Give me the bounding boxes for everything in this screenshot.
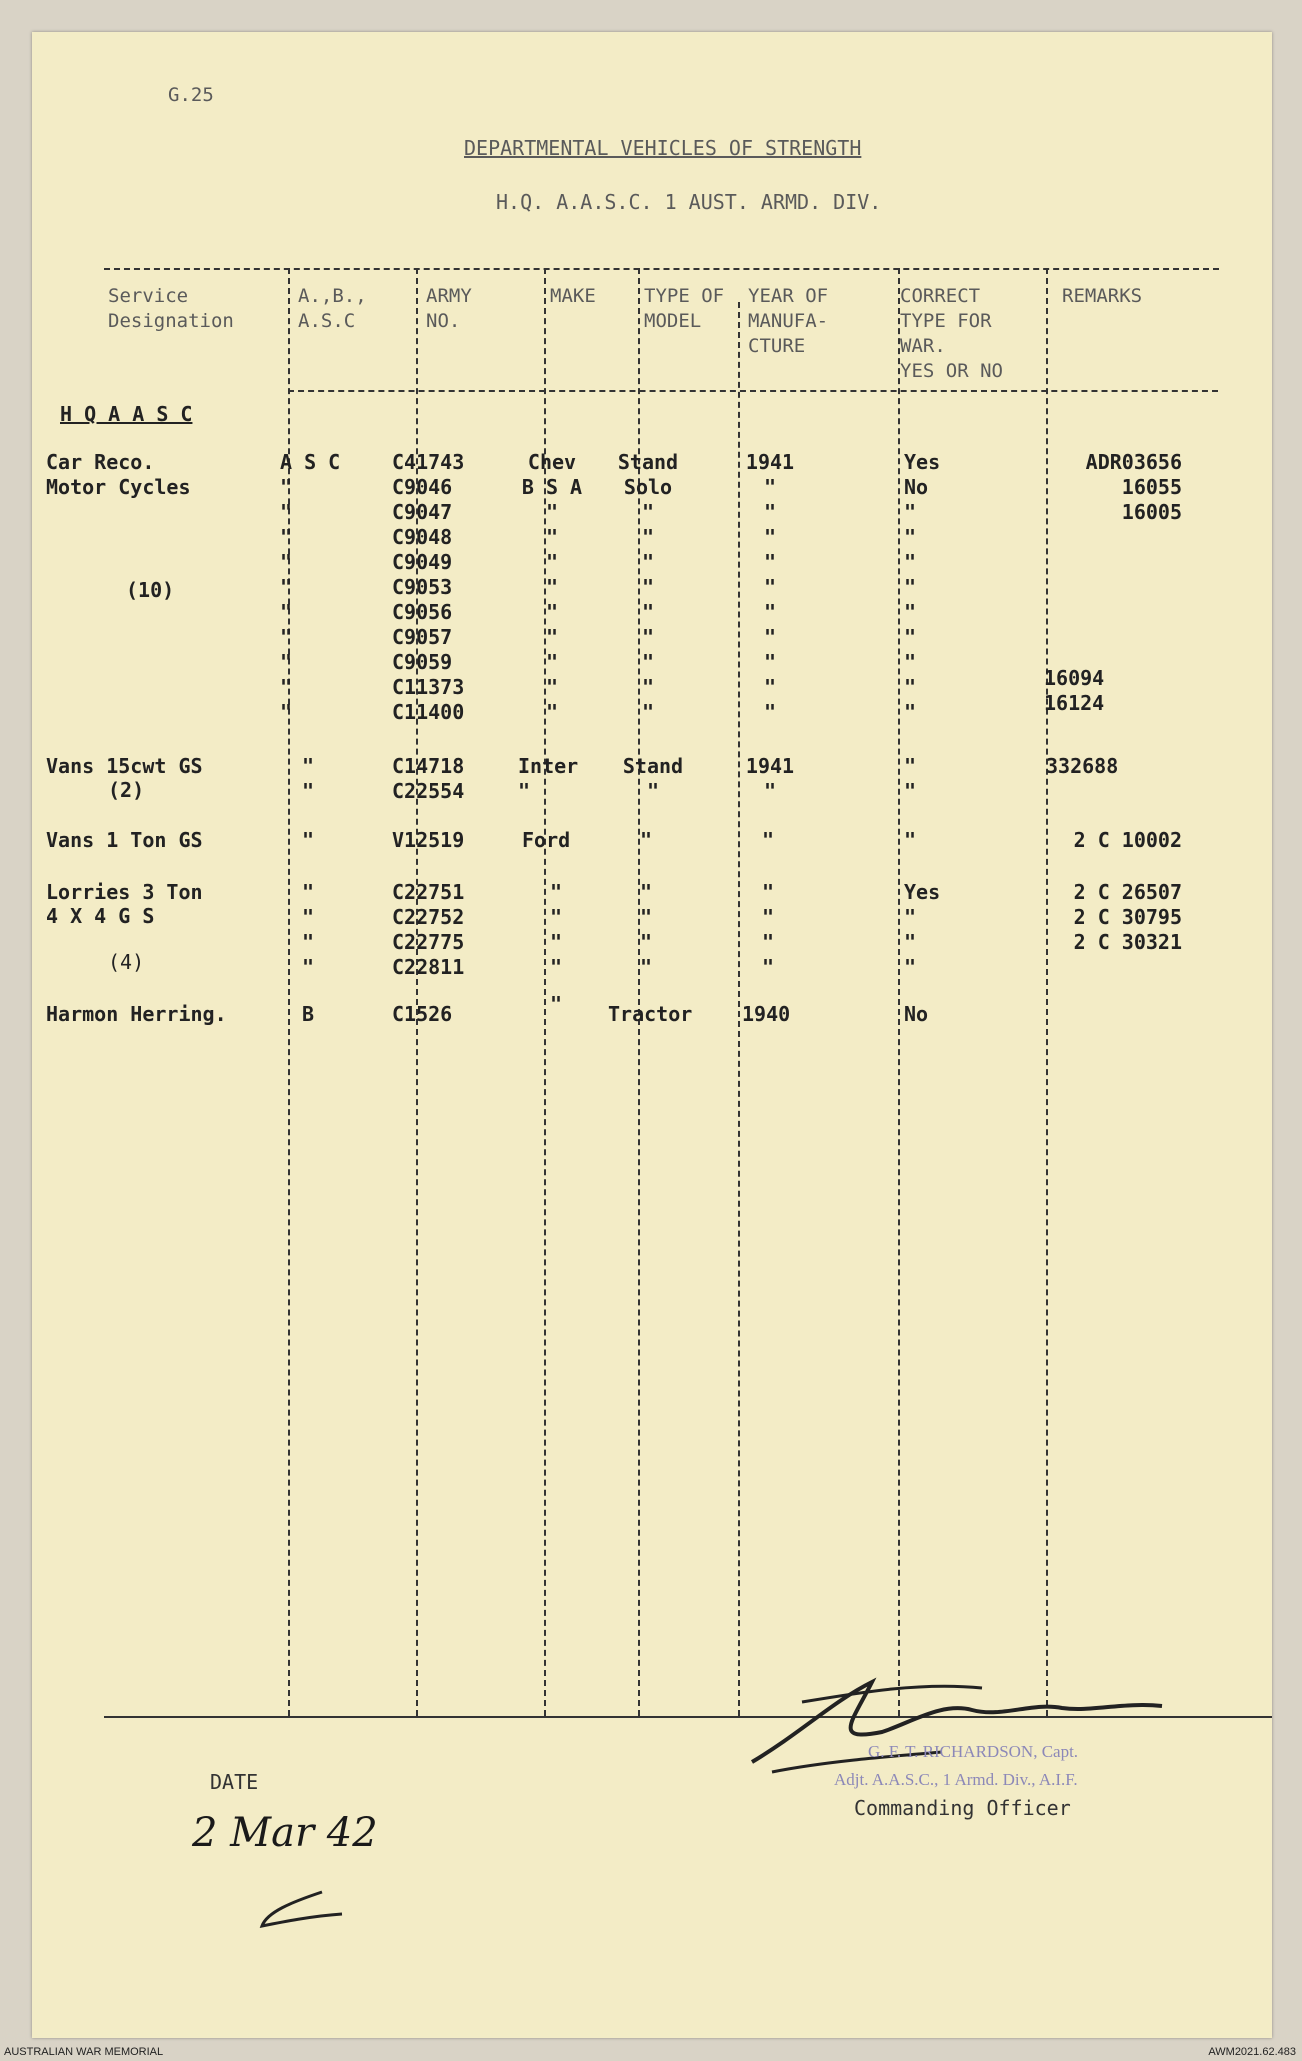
col-army-group1: C41743 C9046 C9047 C9048 C9049 C9053 C9056 C9057 C9059 C11373 C11400 xyxy=(392,450,465,724)
col-year-group2: 1941 " xyxy=(745,754,795,803)
col-model-group5: Tractor xyxy=(608,1002,693,1026)
document-page xyxy=(32,32,1272,2038)
col-make-group1: Chev B S A " " " " " " " " " xyxy=(521,450,583,724)
service-count-4: (4) xyxy=(108,950,145,974)
col-remarks-group1: ADR03656 16055 16005 xyxy=(1085,450,1182,524)
header-model: TYPE OF MODEL xyxy=(644,285,725,332)
header-remarks: REMARKS xyxy=(1062,285,1143,307)
service-harmon-herring: Harmon Herring. xyxy=(46,1002,227,1026)
col-make-group2: Inter " xyxy=(518,754,579,803)
col-army-group5: C1526 xyxy=(392,1002,453,1026)
date-pen-mark xyxy=(252,1882,352,1932)
service-motor: Motor Cycles xyxy=(46,475,191,499)
stamp-name: G. F. T. RICHARDSON, Capt. xyxy=(868,1742,1079,1761)
header-abc: A.,B., A.S.C xyxy=(298,285,367,332)
header-bottom-rule xyxy=(288,390,1218,392)
col-year-group4: " " " " xyxy=(762,880,775,979)
col-army-group3: V12519 xyxy=(392,828,465,852)
col-correct-group3: " xyxy=(904,828,917,852)
service-vans-15cwt: Vans 15cwt GS xyxy=(46,754,203,778)
stamp-role: Adjt. A.A.S.C., 1 Armd. Div., A.I.F. xyxy=(834,1770,1078,1789)
col-year-group1: 1941 " " " " " " " " " " xyxy=(745,450,795,724)
service-vans-1ton: Vans 1 Ton GS xyxy=(46,828,203,852)
col-abc-group3: " xyxy=(302,828,315,852)
col-remarks-group1b: 16094 16124 xyxy=(1044,666,1105,715)
col-army-group4: C22751 C22752 C22775 C22811 xyxy=(392,880,465,979)
header-army-no: ARMY NO. xyxy=(426,285,472,332)
col-make-group5: " xyxy=(550,992,563,1016)
col-correct-group2: " " xyxy=(904,754,917,803)
col-year-group5: 1940 xyxy=(742,1002,791,1026)
signature-scribble xyxy=(742,1662,1172,1782)
col-abc-group2: " " xyxy=(302,754,315,803)
col-model-group3: " xyxy=(640,828,653,852)
col-model-group1: Stand Solo " " " " " " " " " xyxy=(617,450,679,724)
col-abc-group5: B xyxy=(302,1002,315,1026)
col-remarks-group3: 2 C 10002 xyxy=(1073,828,1182,852)
col-correct-group1: Yes No " " " " " " " " " xyxy=(904,450,941,724)
header-service: Service Designation xyxy=(108,285,234,332)
col-remarks-group4: 2 C 26507 2 C 30795 2 C 30321 xyxy=(1073,880,1182,954)
service-lorries-4x4: 4 X 4 G S xyxy=(46,904,155,928)
header-make: MAKE xyxy=(550,285,596,307)
col-remarks-group2: 332688 xyxy=(1046,754,1119,778)
col-army-group2: C14718 C22554 xyxy=(392,754,465,803)
col-abc-group1: A S C " " " " " " " " " " xyxy=(280,450,341,724)
service-lorries: Lorries 3 Ton xyxy=(46,880,203,904)
col-year-group3: " xyxy=(762,828,775,852)
footer-right: AWM2021.62.483 xyxy=(1208,2046,1296,2058)
document-subtitle: H.Q. A.A.S.C. 1 AUST. ARMD. DIV. xyxy=(496,190,882,214)
service-count-10: (10) xyxy=(126,578,175,602)
table-top-rule xyxy=(104,268,1219,270)
col-make-group4: " " " " xyxy=(550,880,563,979)
footer-left: AUSTRALIAN WAR MEMORIAL xyxy=(4,2046,164,2058)
service-car: Car Reco. xyxy=(46,450,155,474)
header-correct: CORRECT TYPE FOR WAR. YES OR NO xyxy=(900,285,1003,382)
col-divider-6 xyxy=(898,268,900,1716)
signature-title: Commanding Officer xyxy=(854,1796,1071,1820)
col-correct-group4: Yes " " " xyxy=(904,880,941,979)
col-correct-group5: No xyxy=(904,1002,929,1026)
col-model-group2: Stand " xyxy=(622,754,684,803)
col-make-group3: Ford xyxy=(522,828,571,852)
col-abc-group4: " " " " xyxy=(302,880,315,979)
date-handwritten: 2 Mar 42 xyxy=(192,1810,378,1856)
header-year: YEAR OF MANUFA- CTURE xyxy=(748,285,829,357)
form-number: G.25 xyxy=(168,84,214,106)
col-model-group4: " " " " xyxy=(640,880,653,979)
section-heading: H Q A A S C xyxy=(60,402,193,426)
service-count-2: (2) xyxy=(108,778,145,802)
date-label: DATE xyxy=(210,1770,259,1794)
document-title: DEPARTMENTAL VEHICLES OF STRENGTH xyxy=(464,136,862,160)
